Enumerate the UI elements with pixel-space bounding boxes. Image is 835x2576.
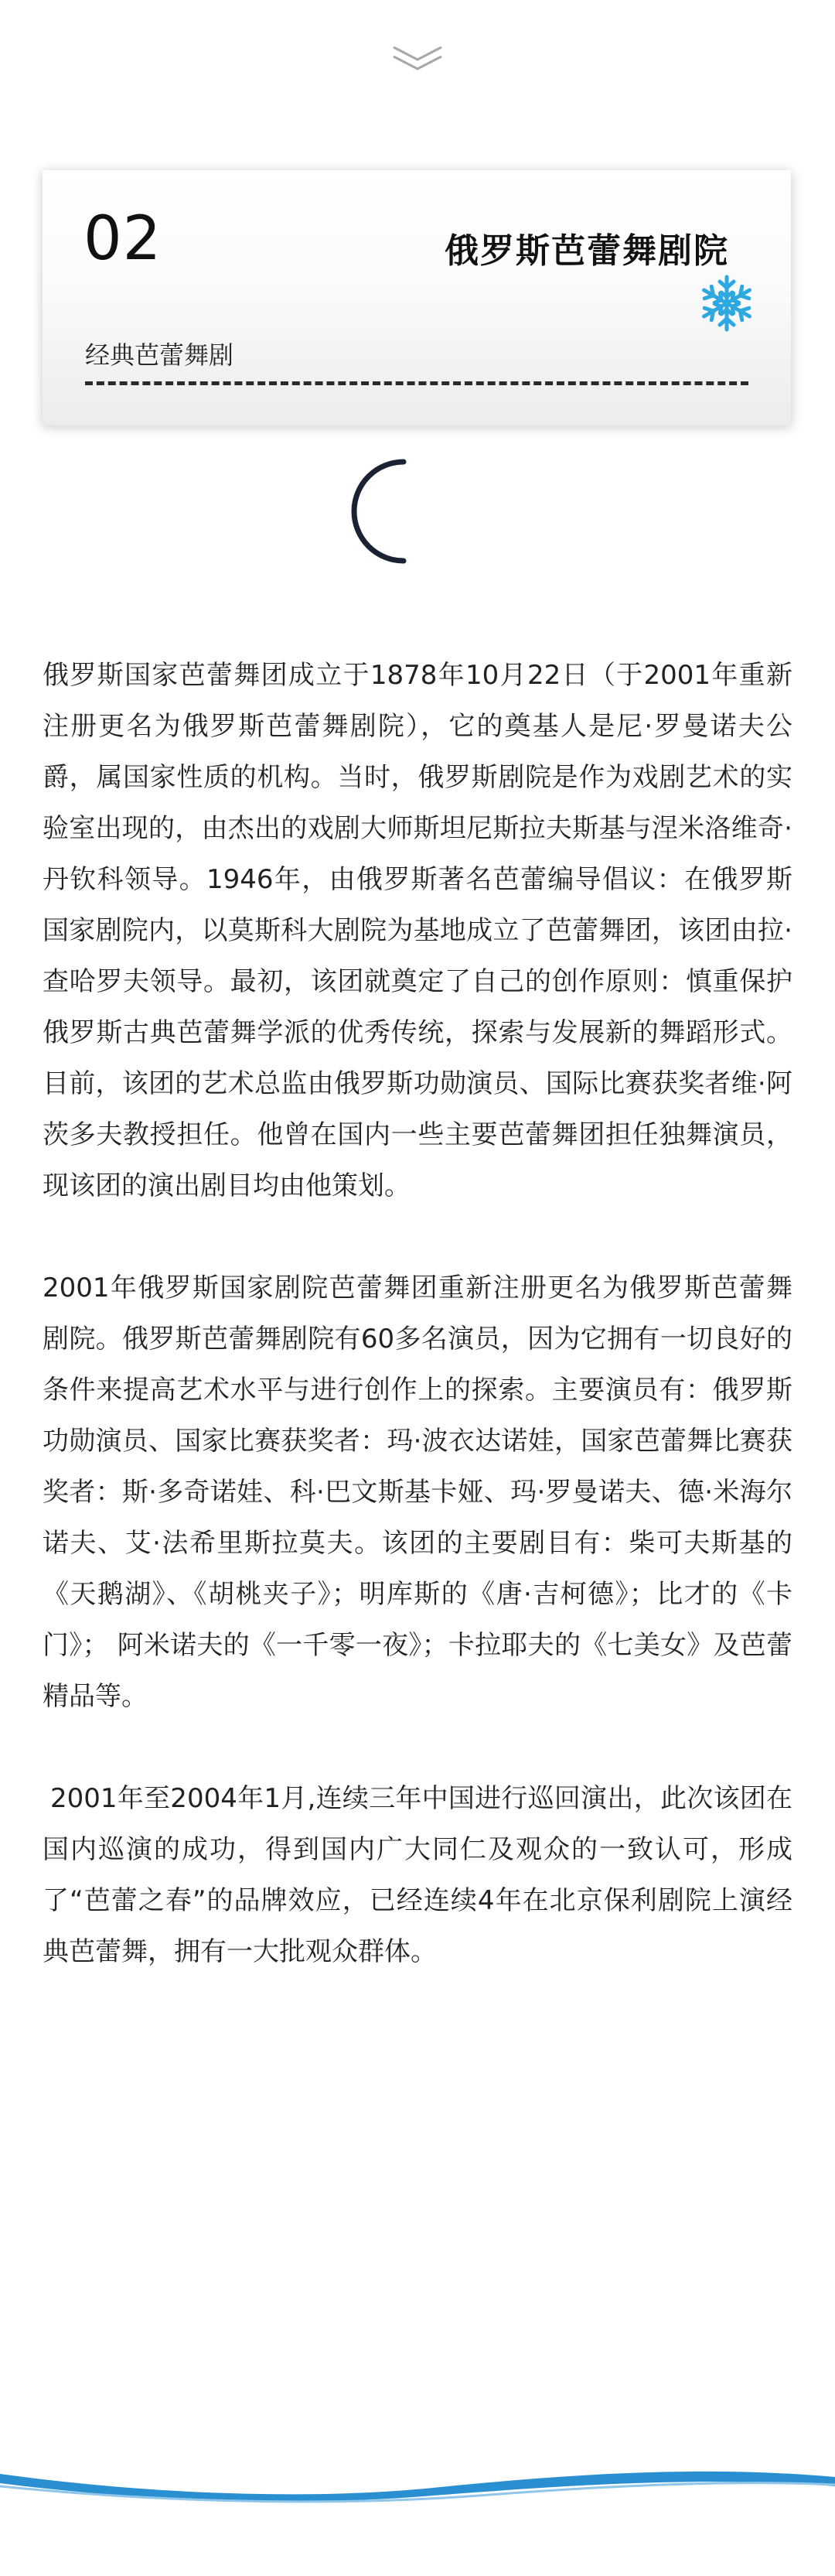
bracket-arc-icon — [309, 445, 433, 584]
paragraph-china-tour: 2001年至2004年1月,连续三年中国进行巡回演出，此次该团在国内巡演的成功，得到国内广大同仁及观众的一致认可，形成了“芭蕾之春”的品牌效应，已经连续4年在北京保利剧院上演经典芭蕾舞，拥有一大批观众群体。 — [43, 1783, 792, 1967]
dashed-divider — [85, 381, 748, 385]
section-subtitle: 经典芭蕾舞剧 — [85, 340, 234, 370]
snowflake-icon — [696, 272, 758, 334]
wave-divider-icon — [0, 2460, 835, 2506]
section-title: 俄罗斯芭蕾舞剧院 — [445, 231, 729, 271]
section-number: 02 — [84, 204, 162, 274]
double-chevron-down-icon — [390, 43, 445, 73]
paragraph-troupe: 2001年俄罗斯国家剧院芭蕾舞团重新注册更名为俄罗斯芭蕾舞剧院。俄罗斯芭蕾舞剧院有60多名演员，因为它拥有一切良好的条件来提高艺术水平与进行创作上的探索。主要演员有：俄罗斯功勋演员、国家比赛获奖者：玛·波衣达诺娃，国家芭蕾舞比赛获奖者：斯·多奇诺娃、科·巴文斯基卡娅、玛·罗曼诺夫、德·米海尔诺夫、艾·法希里斯拉莫夫。该团的主要剧目有：柴可夫斯基的《天鹅湖》、《胡桃夹子》；明库斯的《唐·吉柯德》；比才的《卡门》； 阿米诺夫的《一千零一夜》；卡拉耶夫的《七美女》及芭蕾精品等。 — [43, 1273, 792, 1712]
article-body — [43, 650, 792, 1977]
paragraph-history: 俄罗斯国家芭蕾舞团成立于1878年10月22日（于2001年重新注册更名为俄罗斯芭蕾舞剧院），它的奠基人是尼·罗曼诺夫公爵，属国家性质的机构。当时，俄罗斯剧院是作为戏剧艺术的实验室出现的，由杰出的戏剧大师斯坦尼斯拉夫斯基与涅米洛维奇·丹钦科领导。1946年，由俄罗斯著名芭蕾编导倡议：在俄罗斯国家剧院内，以莫斯科大剧院为基地成立了芭蕾舞团，该团由拉·查哈罗夫领导。最初，该团就奠定了自己的创作原则：慎重保护俄罗斯古典芭蕾舞学派的优秀传统，探索与发展新的舞蹈形式。目前，该团的艺术总监由俄罗斯功勋演员、国际比赛获奖者维·阿茨多夫教授担任。他曾在国内一些主要芭蕾舞团担任独舞演员，现该团的演出剧目均由他策划。 — [43, 660, 792, 1201]
section-header-card — [43, 170, 791, 425]
